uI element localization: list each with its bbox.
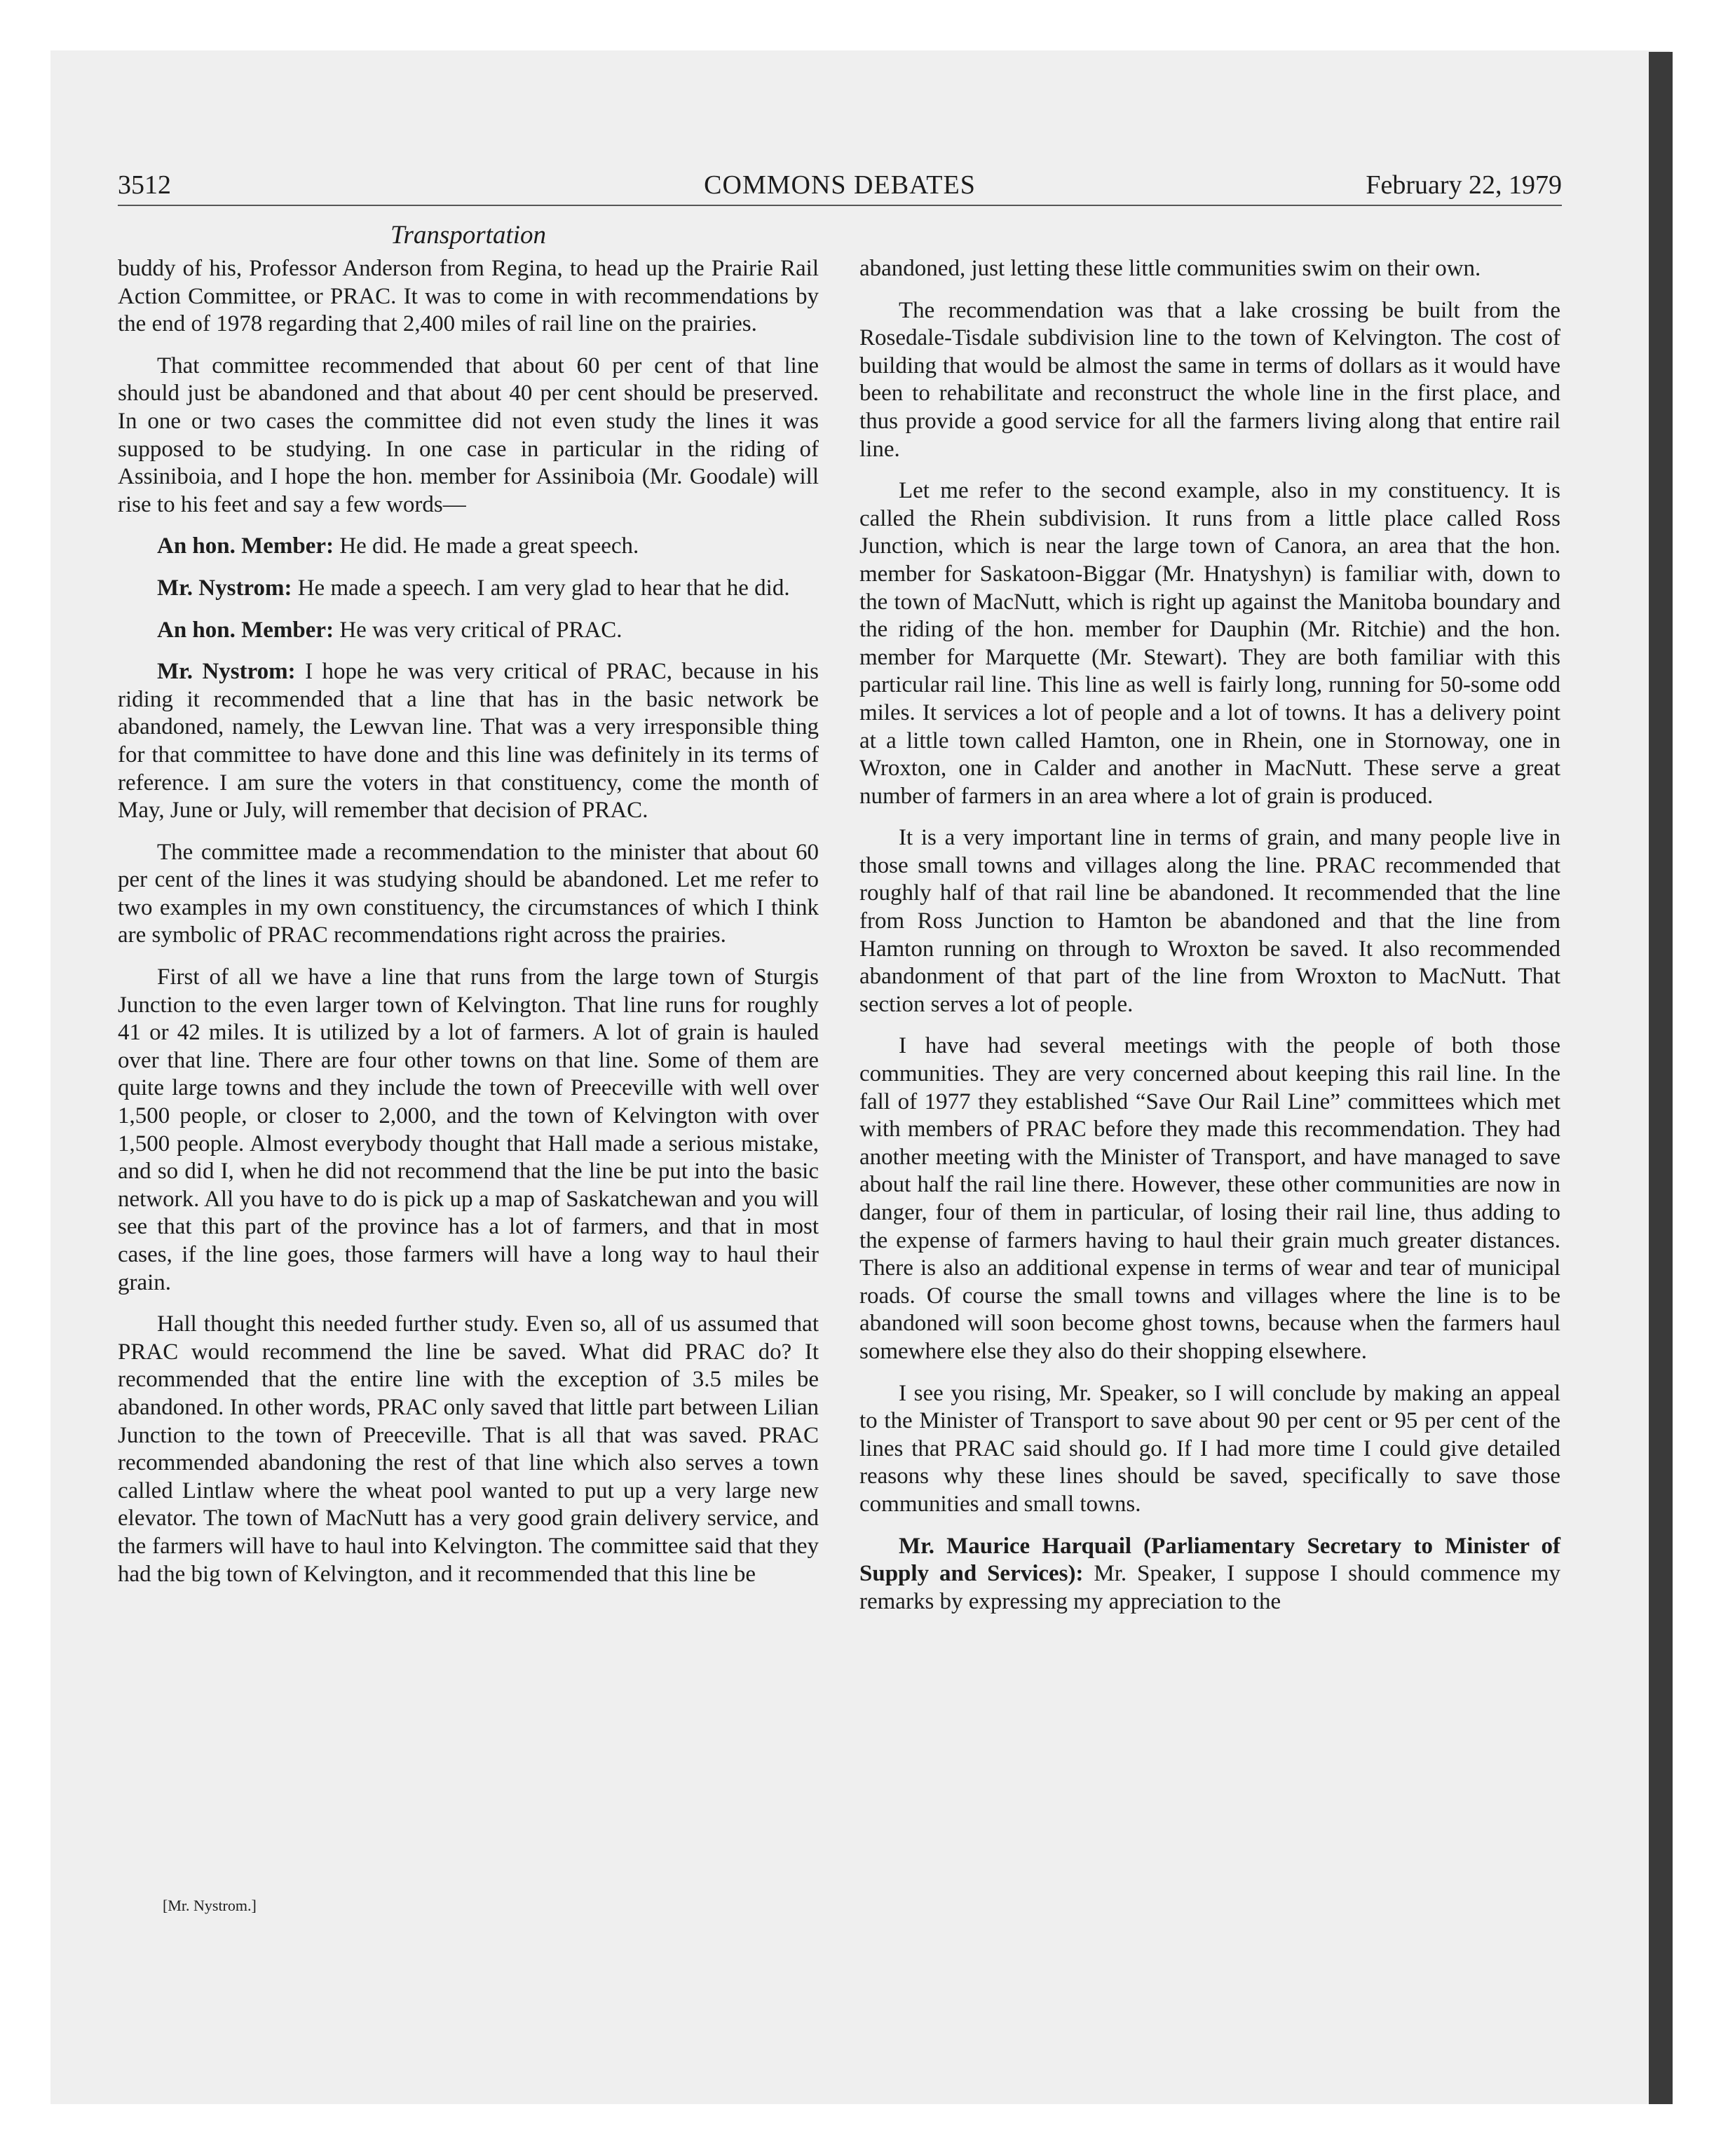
speech-paragraph (118, 658, 819, 825)
speech-text: I hope he was very critical of PRAC, because in his riding it recommended that a line that has in the basic network be abandoned, namely, the Lewvan line. That was a very irresponsible thing for that committee to have done and this line was definitely in its terms of reference. I am sure the voters in that constituency, come the month of May, June or July, will remember that decision of PRAC. (118, 659, 819, 824)
speaker-name: Mr. Nystrom: (157, 659, 296, 685)
speech-text: He made a speech. I am very glad to hear that he did. (297, 575, 790, 601)
speaker-attribution: [Mr. Nystrom.] (163, 1897, 257, 1914)
publication-title: COMMONS DEBATES (704, 170, 976, 200)
paragraph: The recommendation was that a lake crossing be built from the Rosedale-Tisdale subdivision line to the town of Kelvington. The cost of building that would be almost the same in terms of dollars as it would have been to rehabilitate and reconstruct the whole line in the first place, and thus provide a good service for all the farmers living along that entire rail line. (859, 297, 1560, 462)
page-number: 3512 (118, 170, 171, 200)
left-column (118, 255, 819, 1602)
speech-paragraph (118, 575, 819, 603)
binding-edge (1649, 52, 1673, 2104)
speech-text: Mr. Speaker, I suppose I should commence my remarks by expressing my appreciation to the (859, 1561, 1561, 1614)
right-column (859, 255, 1560, 1630)
speaker-name: An hon. Member: (157, 617, 334, 643)
paragraph: It is a very important line in terms of grain, and many people live in those small towns and villages along the line. PRAC recommended that roughly half of that rail line be abandoned. It recommended that the line from Ross Junction to Hamton be abandoned and that the line from Hamton running on through to Wroxton be saved. It also recommended abandonment of that part of the line from Wroxton to MacNutt. That section serves a lot of people. (859, 825, 1560, 1017)
header-rule (118, 205, 1562, 206)
paragraph: Let me refer to the second example, also in my constituency. It is called the Rhein subdivision. It runs from a little place called Ross Junction, which is near the large town of Canora, an area that the hon. member for Saskatoon-Biggar (Mr. Hnatyshyn) is familiar with, down to the town of MacNutt, which is right up against the Manitoba boundary and the riding of the hon. member for Dauphin (Mr. Ritchie) and the hon. member for Marquette (Mr. Stewart). They are both familiar with this particular rail line. This line as well is fairly long, running for 50-some odd miles. It services a lot of people and a lot of towns. It has a delivery point at a little town called Hamton, one in Rhein, one in Stornoway, one in Wroxton, one in Calder and another in MacNutt. These serve a great number of farmers in an area where a lot of grain is produced. (859, 478, 1560, 809)
section-heading: Transportation (390, 221, 547, 250)
paragraph: I see you rising, Mr. Speaker, so I will conclude by making an appeal to the Minister of Transport to save about 90 per cent or 95 per cent of the lines that PRAC said should go. If I had more time I could give detailed reasons why these lines should be saved, specifically to save those communities and small towns. (859, 1380, 1560, 1517)
speaker-name: Mr. Maurice Harquail (Parliamentary Secretary to Minister of Supply and Services): (859, 1533, 1560, 1587)
speech-paragraph (118, 533, 819, 561)
speech-text: He was very critical of PRAC. (339, 617, 622, 643)
speech-paragraph (859, 1533, 1560, 1616)
page-header (118, 165, 1562, 205)
paragraph: The committee made a recommendation to the minister that about 60 per cent of the lines it was studying should be abandoned. Let me refer to two examples in my own constituency, the circumstances of which I think are symbolic of PRAC recommendations right across the prairies. (118, 839, 819, 948)
paragraph: I have had several meetings with the people of both those communities. They are very concerned about keeping this rail line. In the fall of 1977 they established “Save Our Rail Line” committees which met with members of PRAC before they made this recommendation. They had another meeting with the Minister of Transport, and have managed to save about half the rail line there. However, these other communities are now in danger, four of them in particular, of losing their rail line, thus adding to the expense of farmers having to haul their grain much greater distances. There is also an additional expense in terms of wear and tear of municipal roads. Of course the small towns and villages where the line is to be abandoned will soon become ghost towns, because when the farmers haul somewhere else they also do their shopping elsewhere. (859, 1033, 1560, 1364)
speech-paragraph (118, 617, 819, 645)
paragraph: abandoned, just letting these little communities swim on their own. (859, 256, 1481, 281)
speaker-name: Mr. Nystrom: (157, 575, 292, 601)
page-date: February 22, 1979 (1366, 170, 1562, 200)
speech-text: He did. He made a great speech. (339, 533, 639, 559)
paragraph: That committee recommended that about 60 per cent of that line should just be abandoned and that about 40 per cent should be preserved. In one or two cases the committee did not even study the lines it was supposed to be studying. In one case in particular in the riding of Assiniboia, and I hope the hon. member for Assiniboia (Mr. Goodale) will rise to his feet and say a few words— (118, 353, 819, 517)
paragraph: Hall thought this needed further study. Even so, all of us assumed that PRAC would recommend the line be saved. What did PRAC do? It recommended that the entire line with the exception of 3.5 miles be abandoned. In other words, PRAC only saved that little part between Lilian Junction to the town of Preeceville. That is all that was saved. PRAC recommended abandoning the rest of that line which also serves a town called Lintlaw where the wheat pool wanted to put up a very large new elevator. The town of MacNutt has a very good grain delivery service, and the farmers will have to haul into Kelvington. The committee said that they had the big town of Kelvington, and it recommended that this line be (118, 1311, 819, 1587)
paragraph: First of all we have a line that runs from the large town of Sturgis Junction to the even larger town of Kelvington. That line runs for roughly 41 or 42 miles. It is utilized by a lot of farmers. A lot of grain is hauled over that line. There are four other towns on that line. Some of them are quite large towns and they include the town of Preeceville with well over 1,500 people, or closer to 2,000, and the town of Kelvington with over 1,500 people. Almost everybody thought that Hall made a serious mistake, and so did I, when he did not recommend that the line be put into the basic network. All you have to do is pick up a map of Saskatchewan and you will see that this part of the province has a lot of farmers, and that in most cases, if the line goes, those farmers will have a long way to haul their grain. (118, 964, 819, 1295)
speaker-name: An hon. Member: (157, 533, 334, 559)
paragraph: buddy of his, Professor Anderson from Regina, to head up the Prairie Rail Action Committee, or PRAC. It was to come in with recommendations by the end of 1978 regarding that 2,400 miles of rail line on the prairies. (118, 256, 819, 337)
